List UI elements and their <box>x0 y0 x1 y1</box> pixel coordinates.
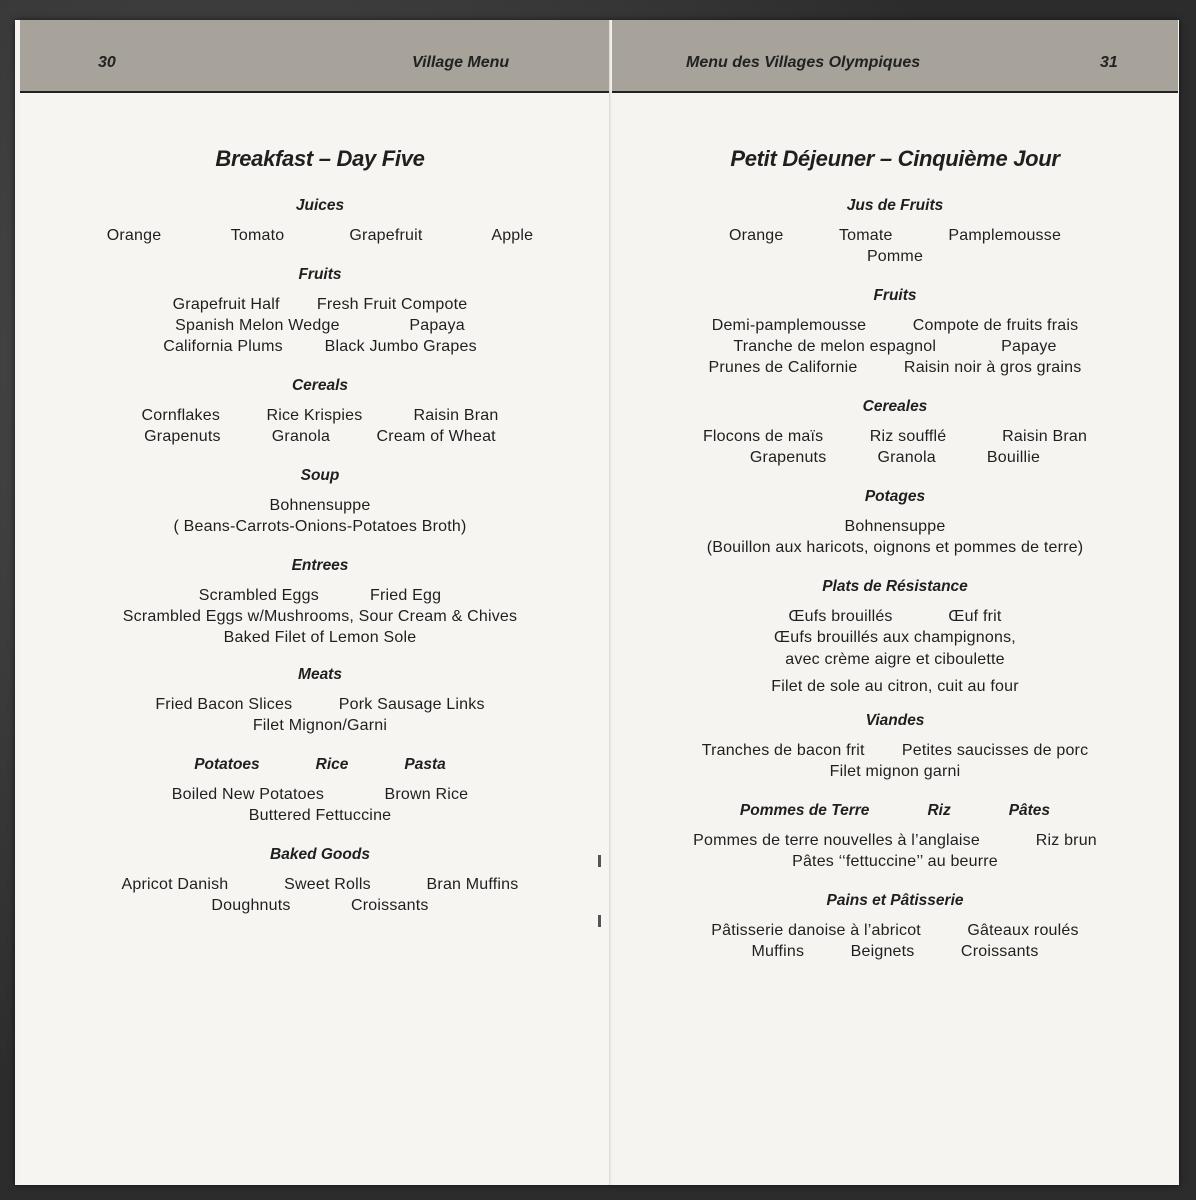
section-title-rice: Riz <box>927 802 951 819</box>
page-header <box>612 20 1178 93</box>
section-title-juices: Juices <box>295 197 345 214</box>
menu-line: Bohnensuppe <box>269 497 371 514</box>
menu-line: Grapefruit Half Fresh Fruit Compote <box>172 296 468 313</box>
menu-line: Orange Tomate Pamplemousse <box>728 227 1062 244</box>
menu-line: Bohnensuppe <box>844 518 946 535</box>
section-title-soup: Soup <box>300 467 340 484</box>
menu-line: Grapenuts Granola Cream of Wheat <box>144 428 496 445</box>
menu-line: Flocons de maïs Riz soufflé Raisin Bran <box>702 428 1088 445</box>
page-number: 30 <box>98 54 116 71</box>
menu-title: Breakfast – Day Five <box>215 146 425 171</box>
header-title: Menu des Villages Olympiques <box>686 54 921 71</box>
menu-line: Pâtisserie danoise à l’abricot Gâteaux roulés <box>711 922 1079 939</box>
menu-line: Œufs brouillés aux champignons, <box>774 629 1016 646</box>
menu-line: California Plums Black Jumbo Grapes <box>163 338 477 355</box>
menu-line: Orange Tomato Grapefruit Apple <box>106 227 534 244</box>
section-title-fruits: Fruits <box>298 266 342 283</box>
staple-bottom <box>598 915 601 927</box>
header-title: Village Menu <box>412 54 510 71</box>
section-title-pasta: Pâtes <box>1008 802 1051 819</box>
menu-content <box>612 146 1178 962</box>
section-title-fruits: Fruits <box>873 287 917 304</box>
section-title-entrees: Plats de Résistance <box>822 578 968 595</box>
menu-line: Prunes de Californie Raisin noir à gros grains <box>708 359 1082 376</box>
menu-line: Scrambled Eggs w/Mushrooms, Sour Cream & Chives <box>122 608 518 625</box>
menu-line: Boiled New Potatoes Brown Rice <box>171 786 469 803</box>
section-title-meats: Viandes <box>865 712 925 729</box>
section-title-pasta: Pasta <box>404 756 446 773</box>
menu-line: Muffins Beignets Croissants <box>751 943 1039 960</box>
menu-line: Cornflakes Rice Krispies Raisin Bran <box>141 407 499 424</box>
menu-line: Grapenuts Granola Bouillie <box>749 449 1041 466</box>
section-title-baked-goods: Baked Goods <box>270 846 370 863</box>
menu-line: Pomme <box>866 248 924 265</box>
menu-line: Filet Mignon/Garni <box>252 717 388 734</box>
section-title-rice: Rice <box>315 756 349 773</box>
menu-line: Demi-pamplemousse Compote de fruits frais <box>711 317 1079 334</box>
page-header <box>20 20 612 93</box>
menu-line: Doughnuts Croissants <box>211 897 429 914</box>
section-title-cereals: Cereals <box>291 377 348 394</box>
menu-line: Fried Bacon Slices Pork Sausage Links <box>155 696 485 713</box>
menu-title: Petit Déjeuner – Cinquième Jour <box>730 146 1060 171</box>
menu-line: Tranche de melon espagnol Papaye <box>733 338 1057 355</box>
section-title-entrees: Entrees <box>291 557 349 574</box>
menu-line: Buttered Fettuccine <box>248 807 392 824</box>
section-title-juices: Jus de Fruits <box>846 197 944 214</box>
menu-booklet <box>15 20 1179 1185</box>
menu-line: Pâtes ‘‘fettuccine’’ au beurre <box>792 853 998 870</box>
menu-line: Filet de sole au citron, cuit au four <box>771 678 1019 695</box>
menu-line: ( Beans-Carrots-Onions-Potatoes Broth) <box>173 518 467 535</box>
page-number: 31 <box>1100 54 1118 71</box>
section-title-cereals: Cereales <box>862 398 928 415</box>
menu-line: Baked Filet of Lemon Sole <box>223 629 417 646</box>
section-title-potatoes: Pommes de Terre <box>739 802 870 819</box>
menu-content <box>20 146 612 916</box>
menu-line: Œufs brouillés Œuf frit <box>788 608 1002 625</box>
menu-line: Tranches de bacon frit Petites saucisses de porc <box>701 742 1089 759</box>
menu-line: Spanish Melon Wedge Papaya <box>175 317 465 334</box>
staple-top <box>598 855 601 867</box>
menu-line: Scrambled Eggs Fried Egg <box>198 587 442 604</box>
menu-line: Filet mignon garni <box>829 763 961 780</box>
menu-line: Apricot Danish Sweet Rolls Bran Muffins <box>121 876 519 893</box>
section-title-potatoes: Potatoes <box>194 756 260 773</box>
menu-line: avec crème aigre et ciboulette <box>785 651 1005 668</box>
menu-line: Pommes de terre nouvelles à l’anglaise Riz brun <box>693 832 1097 849</box>
section-title-baked-goods: Pains et Pâtisserie <box>826 892 964 909</box>
section-title-potatoes-rice-pasta <box>612 802 1178 820</box>
section-title-potatoes-rice-pasta <box>28 756 612 774</box>
section-title-soup: Potages <box>864 488 926 505</box>
menu-line: (Bouillon aux haricots, oignons et pommes de terre) <box>706 539 1084 556</box>
right-page <box>612 20 1178 1185</box>
left-page <box>20 20 612 1185</box>
section-title-meats: Meats <box>298 666 342 683</box>
